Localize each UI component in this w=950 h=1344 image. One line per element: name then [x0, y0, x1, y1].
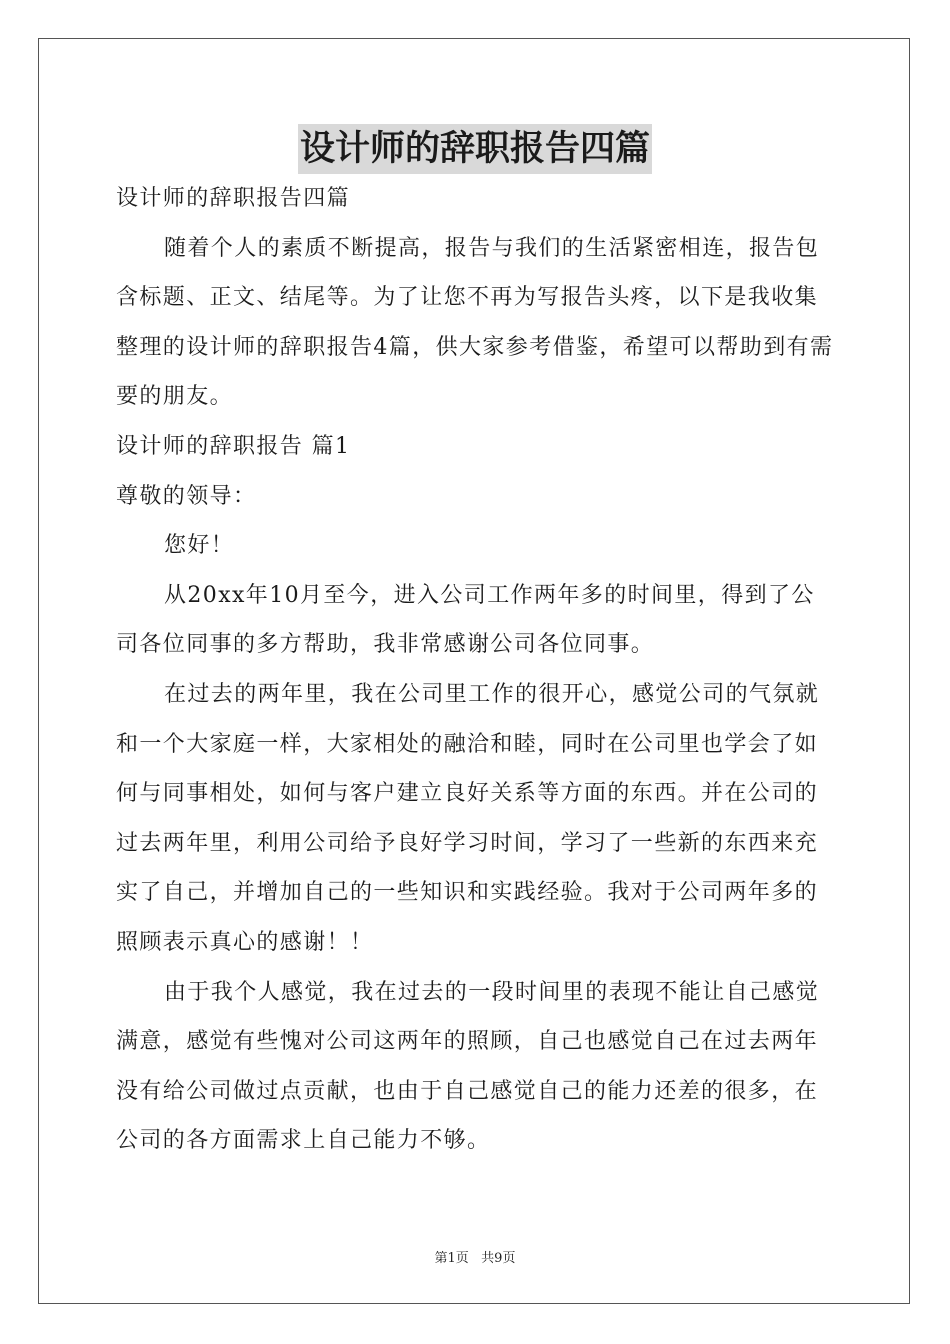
page-number: 第1页 共9页	[434, 1251, 516, 1266]
paragraph: 您好！	[164, 533, 235, 559]
paragraph: 设计师的辞职报告 篇1	[116, 433, 351, 459]
paragraph: 在过去的两年里，我在公司里工作的很开心，感觉公司的气氛就和一个大家庭一样，大家相处的融洽和睦，同时在公司里也学会了如何与同事相处，如何与客户建立良好关系等方面的东西。并在公司的过去两年里，利用公司给予良好学习时间，学习了一些新的东西来充实了自己，并增加自己的一些知识和实践经验。我对于公司两年多的照顾表示真心的感谢！！	[116, 681, 820, 955]
paragraph: 设计师的辞职报告四篇	[116, 186, 351, 211]
paragraph: 由于我个人感觉，我在过去的一段时间里的表现不能让自己感觉满意，感觉有些愧对公司这两年的照顾，自己也感觉自己在过去两年没有给公司做过点贡献，也由于自己感觉自己的能力还差的很多，在公司的各方面需求上自己能力不够。	[116, 979, 820, 1154]
paragraph: 从20xx年10月至今，进入公司工作两年多的时间里，得到了公司各位同事的多方帮助，我非常感谢公司各位同事。	[116, 582, 815, 658]
page-footer	[0, 1247, 950, 1266]
document-body	[116, 174, 836, 1166]
title-container	[0, 124, 950, 174]
paragraph: 尊敬的领导：	[116, 483, 257, 509]
document-title: 设计师的辞职报告四篇	[298, 124, 652, 174]
paragraph: 随着个人的素质不断提高，报告与我们的生活紧密相连，报告包含标题、正文、结尾等。为了让您不再为写报告头疼，以下是我收集整理的设计师的辞职报告4篇，供大家参考借鉴，希望可以帮助到有需要的朋友。	[116, 235, 834, 410]
